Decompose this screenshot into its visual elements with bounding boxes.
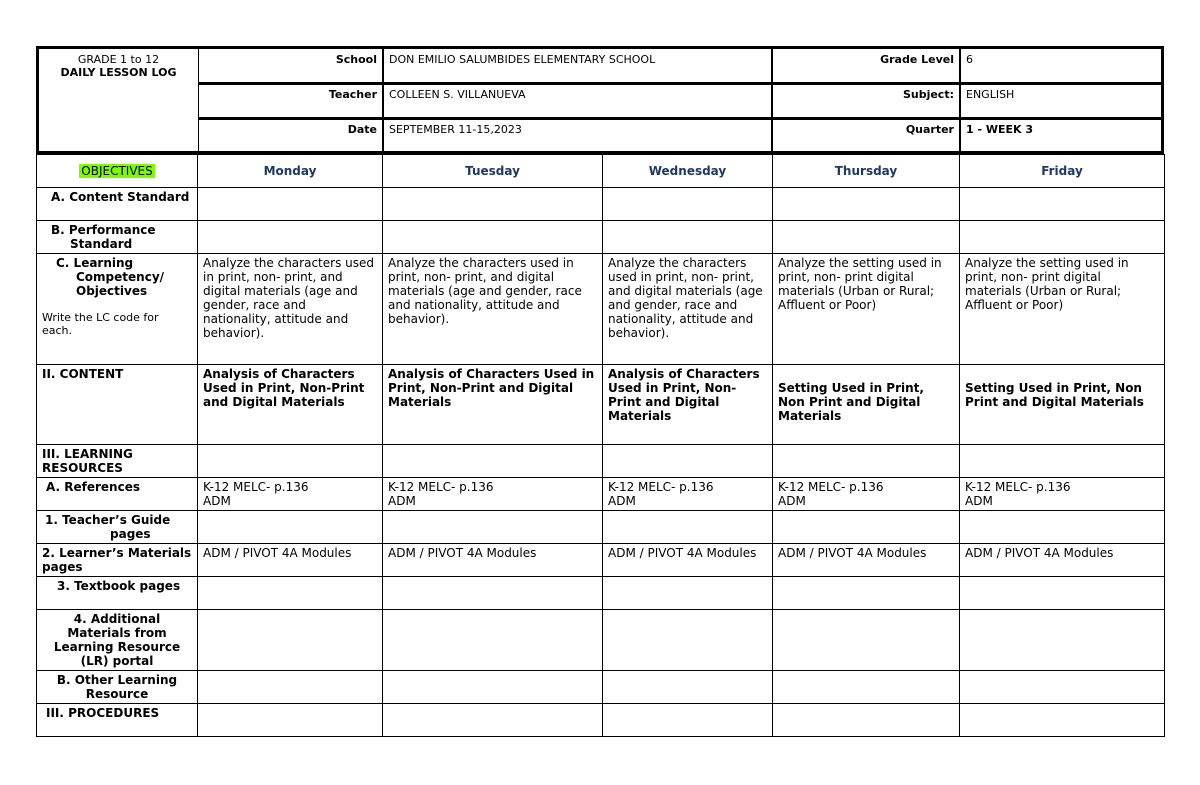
table-cell bbox=[198, 610, 383, 671]
table-cell bbox=[383, 188, 603, 221]
content-monday: Analysis of Characters Used in Print, Non-Print and Digital Materials bbox=[198, 365, 383, 445]
reference-line: K-12 MELC- p.136 bbox=[965, 480, 1071, 494]
table-cell bbox=[383, 221, 603, 254]
table-cell bbox=[383, 445, 603, 478]
reference-line: K-12 MELC- p.136 bbox=[203, 480, 309, 494]
competency-monday: Analyze the characters used in print, non- print, and digital materials (age and gender, race and nationality, attitude and behavior). bbox=[198, 254, 383, 365]
table-row-procedures bbox=[37, 704, 1165, 737]
content-label: II. CONTENT bbox=[37, 365, 198, 445]
teachers-guide-label bbox=[37, 511, 198, 544]
table-row-learners-materials bbox=[37, 544, 1165, 577]
references-wednesday bbox=[603, 478, 773, 511]
content-tuesday: Analysis of Characters Used in Print, Non-Print and Digital Materials bbox=[383, 365, 603, 445]
learners-materials-label bbox=[37, 544, 198, 577]
table-cell bbox=[198, 445, 383, 478]
table-row-teachers-guide bbox=[37, 511, 1165, 544]
header-block bbox=[36, 46, 1164, 154]
table-cell bbox=[960, 221, 1165, 254]
references-tuesday bbox=[383, 478, 603, 511]
learning-resources-label bbox=[37, 445, 198, 478]
table-cell bbox=[383, 704, 603, 737]
table-row-other-resources bbox=[37, 671, 1165, 704]
table-row-references bbox=[37, 478, 1165, 511]
objectives-label: OBJECTIVES bbox=[81, 164, 153, 178]
competency-tuesday: Analyze the characters used in print, non- print, and digital materials (age and gender, race and nationality, attitude and behavior). bbox=[383, 254, 603, 365]
table-cell bbox=[198, 221, 383, 254]
table-cell bbox=[198, 671, 383, 704]
additional-label-line1: 4. Additional bbox=[73, 612, 161, 626]
competency-friday: Analyze the setting used in print, non- print digital materials (Urban or Rural; Affluent or Poor) bbox=[960, 254, 1165, 365]
references-label: A. References bbox=[37, 478, 198, 511]
table-cell bbox=[773, 445, 960, 478]
content-standard-label: A. Content Standard bbox=[37, 188, 198, 221]
table-cell bbox=[603, 671, 773, 704]
objectives-header bbox=[37, 155, 198, 188]
form-title bbox=[39, 49, 199, 151]
table-cell bbox=[773, 511, 960, 544]
content-thursday: Setting Used in Print, Non Print and Digital Materials bbox=[773, 365, 960, 445]
quarter-value: 1 - WEEK 3 bbox=[966, 123, 1034, 136]
learners-materials-tuesday: ADM / PIVOT 4A Modules bbox=[383, 544, 603, 577]
other-label-line1: B. Other Learning bbox=[56, 673, 178, 687]
performance-standard-label-line2: Standard bbox=[70, 237, 133, 251]
references-friday bbox=[960, 478, 1165, 511]
date-label: Date bbox=[199, 119, 384, 151]
table-cell bbox=[383, 577, 603, 610]
procedures-label: III. PROCEDURES bbox=[37, 704, 198, 737]
competency-wednesday: Analyze the characters used in print, non- print, and digital materials (age and gender, race and nationality, attitude and behavior). bbox=[603, 254, 773, 365]
table-row-performance-standard bbox=[37, 221, 1165, 254]
references-thursday bbox=[773, 478, 960, 511]
table-row-learning-competency bbox=[37, 254, 1165, 365]
table-cell bbox=[773, 577, 960, 610]
table-cell bbox=[773, 671, 960, 704]
quarter-label: Quarter bbox=[773, 119, 961, 151]
day-friday: Friday bbox=[960, 155, 1165, 188]
day-tuesday: Tuesday bbox=[383, 155, 603, 188]
table-cell bbox=[960, 511, 1165, 544]
table-cell bbox=[603, 188, 773, 221]
learners-materials-wednesday: ADM / PIVOT 4A Modules bbox=[603, 544, 773, 577]
table-row-additional-materials bbox=[37, 610, 1165, 671]
lc-label-line2: Competency/ bbox=[76, 270, 165, 284]
table-row-textbook bbox=[37, 577, 1165, 610]
reference-line: ADM bbox=[778, 494, 806, 508]
day-thursday: Thursday bbox=[773, 155, 960, 188]
reference-line: ADM bbox=[388, 494, 416, 508]
additional-label-line3: Learning Resource bbox=[53, 640, 181, 654]
daily-lesson-log-table bbox=[36, 154, 1165, 737]
table-cell bbox=[198, 577, 383, 610]
additional-materials-label bbox=[37, 610, 198, 671]
lc-label-line3: Objectives bbox=[76, 284, 148, 298]
additional-label-line4: (LR) portal bbox=[80, 654, 154, 668]
table-cell bbox=[603, 221, 773, 254]
teacher-value: COLLEEN S. VILLANUEVA bbox=[384, 84, 773, 118]
table-cell bbox=[960, 577, 1165, 610]
table-cell bbox=[960, 188, 1165, 221]
table-cell bbox=[960, 671, 1165, 704]
table-cell bbox=[198, 704, 383, 737]
table-cell bbox=[960, 610, 1165, 671]
grade-level-label: Grade Level bbox=[773, 49, 961, 83]
teachers-guide-label-line2: pages bbox=[110, 527, 151, 541]
learners-materials-thursday: ADM / PIVOT 4A Modules bbox=[773, 544, 960, 577]
reference-line: K-12 MELC- p.136 bbox=[388, 480, 494, 494]
table-cell bbox=[198, 511, 383, 544]
content-friday: Setting Used in Print, Non Print and Digital Materials bbox=[960, 365, 1165, 445]
textbook-label: 3. Textbook pages bbox=[37, 577, 198, 610]
learners-materials-label-line2: pages bbox=[42, 560, 83, 574]
reference-line: K-12 MELC- p.136 bbox=[608, 480, 714, 494]
competency-thursday: Analyze the setting used in print, non- print digital materials (Urban or Rural; Affluent or Poor) bbox=[773, 254, 960, 365]
teacher-label: Teacher bbox=[199, 84, 384, 118]
performance-standard-label-line1: B. Performance bbox=[51, 223, 156, 237]
table-cell bbox=[603, 511, 773, 544]
grade-level-value: 6 bbox=[966, 53, 973, 66]
table-cell bbox=[383, 610, 603, 671]
table-cell bbox=[773, 704, 960, 737]
additional-label-line2: Materials from bbox=[67, 626, 167, 640]
day-wednesday: Wednesday bbox=[603, 155, 773, 188]
school-value: DON EMILIO SALUMBIDES ELEMENTARY SCHOOL bbox=[384, 49, 773, 83]
subject-value: ENGLISH bbox=[966, 88, 1015, 101]
subject-label: Subject: bbox=[773, 84, 961, 118]
other-label-line2: Resource bbox=[85, 687, 149, 701]
learners-materials-friday: ADM / PIVOT 4A Modules bbox=[960, 544, 1165, 577]
day-monday: Monday bbox=[198, 155, 383, 188]
learning-resources-label-line2: RESOURCES bbox=[42, 461, 123, 475]
table-cell bbox=[960, 445, 1165, 478]
form-title-line1: GRADE 1 to 12 bbox=[77, 53, 160, 66]
reference-line: ADM bbox=[608, 494, 636, 508]
table-cell bbox=[383, 511, 603, 544]
table-row-learning-resources bbox=[37, 445, 1165, 478]
lc-note: Write the LC code for each. bbox=[42, 311, 159, 337]
reference-line: ADM bbox=[965, 494, 993, 508]
table-cell bbox=[198, 188, 383, 221]
learners-materials-monday: ADM / PIVOT 4A Modules bbox=[198, 544, 383, 577]
references-monday bbox=[198, 478, 383, 511]
table-cell bbox=[960, 704, 1165, 737]
table-row-days bbox=[37, 155, 1165, 188]
reference-line: K-12 MELC- p.136 bbox=[778, 480, 884, 494]
table-cell bbox=[603, 610, 773, 671]
table-cell bbox=[773, 188, 960, 221]
school-label: School bbox=[199, 49, 384, 83]
learning-competency-label bbox=[37, 254, 198, 365]
performance-standard-label bbox=[37, 221, 198, 254]
table-cell bbox=[773, 610, 960, 671]
date-value: SEPTEMBER 11-15,2023 bbox=[384, 119, 773, 151]
form-title-line2: DAILY LESSON LOG bbox=[60, 66, 177, 79]
teachers-guide-label-line1: 1. Teacher’s Guide bbox=[45, 513, 171, 527]
table-row-content-standard bbox=[37, 188, 1165, 221]
table-cell bbox=[603, 577, 773, 610]
table-cell bbox=[383, 671, 603, 704]
lc-label-line1: C. Learning bbox=[56, 256, 134, 270]
table-cell bbox=[603, 704, 773, 737]
table-row-content bbox=[37, 365, 1165, 445]
table-cell bbox=[603, 445, 773, 478]
learners-materials-label-line1: 2. Learner’s Materials bbox=[42, 546, 192, 560]
content-wednesday: Analysis of Characters Used in Print, Non-Print and Digital Materials bbox=[603, 365, 773, 445]
learning-resources-label-line1: III. LEARNING bbox=[42, 447, 133, 461]
table-cell bbox=[773, 221, 960, 254]
other-resources-label bbox=[37, 671, 198, 704]
reference-line: ADM bbox=[203, 494, 231, 508]
